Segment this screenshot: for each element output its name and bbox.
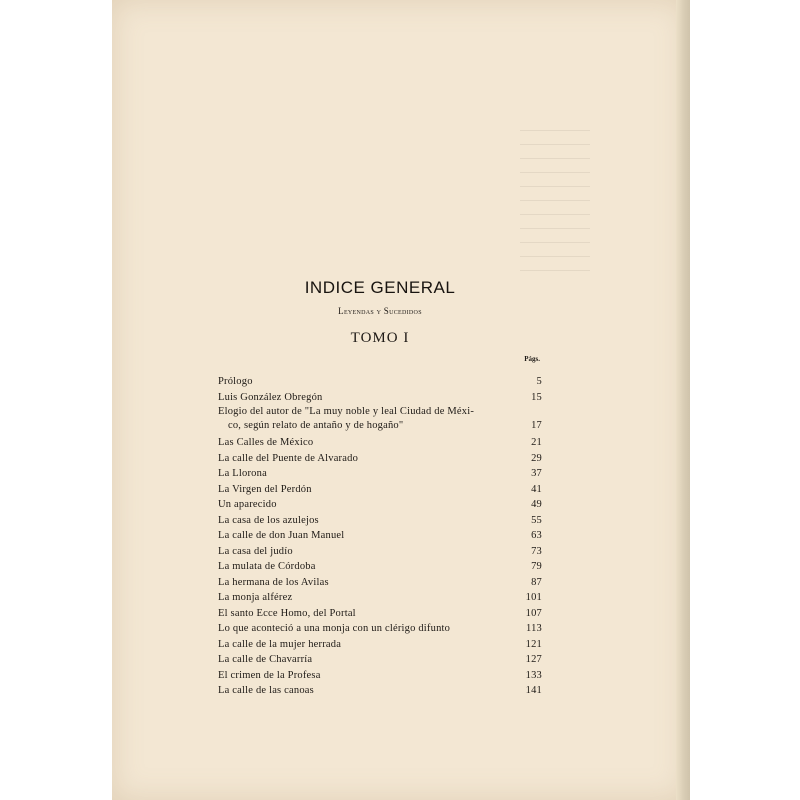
entry-title: La calle de Chavarría bbox=[218, 654, 313, 665]
toc-entry bbox=[218, 544, 542, 560]
toc-entry bbox=[218, 451, 542, 467]
entry-page: 101 bbox=[525, 592, 542, 603]
entry-title: La calle de la mujer herrada bbox=[218, 638, 342, 650]
entry-page: 79 bbox=[531, 561, 542, 572]
entry-page: 141 bbox=[525, 685, 542, 696]
entry-page: 127 bbox=[525, 654, 542, 665]
toc-entries bbox=[218, 374, 542, 699]
toc-entry bbox=[218, 513, 542, 529]
entry-page: 41 bbox=[531, 483, 542, 495]
entry-title: Prólogo bbox=[218, 376, 253, 387]
toc-entry bbox=[218, 637, 542, 653]
toc-entry bbox=[218, 528, 542, 544]
entry-page: 37 bbox=[531, 468, 542, 479]
entry-page: 121 bbox=[525, 638, 542, 650]
entry-page: 87 bbox=[531, 576, 542, 588]
toc-entry bbox=[218, 482, 542, 498]
subtitle: Leyendas y Sucedidos bbox=[338, 306, 422, 316]
entry-page: 29 bbox=[531, 452, 542, 464]
entry-title: La hermana de los Avilas bbox=[218, 576, 329, 588]
entry-page: 5 bbox=[536, 376, 542, 387]
entry-page: 73 bbox=[531, 545, 542, 557]
entry-page: 49 bbox=[531, 499, 542, 510]
toc-entry bbox=[218, 575, 542, 591]
entry-page: 21 bbox=[531, 437, 542, 448]
entry-title: La casa del judío bbox=[218, 545, 293, 557]
entry-page: 133 bbox=[525, 669, 542, 681]
entry-page: 15 bbox=[531, 391, 542, 403]
entry-title: La Virgen del Perdón bbox=[218, 483, 312, 495]
toc-entry bbox=[218, 405, 542, 433]
entry-title: Las Calles de México bbox=[218, 437, 314, 448]
toc-entry bbox=[218, 621, 542, 637]
entry-page: 107 bbox=[525, 607, 542, 619]
toc-entry bbox=[218, 683, 542, 699]
entry-page: 63 bbox=[531, 530, 542, 541]
toc-entry bbox=[218, 559, 542, 575]
entry-title: La Llorona bbox=[218, 468, 267, 479]
entry-title-line-2: co, según relato de antaño y de hogaño" bbox=[228, 420, 404, 431]
page-title: INDICE GENERAL bbox=[304, 278, 456, 297]
table-of-contents bbox=[218, 278, 542, 699]
entry-page: 17 bbox=[531, 420, 542, 431]
toc-entry bbox=[218, 668, 542, 684]
entry-title: Lo que aconteció a una monja con un clérigo difunto bbox=[218, 623, 451, 634]
toc-entry bbox=[218, 590, 542, 606]
volume-heading: TOMO I bbox=[350, 330, 410, 346]
entry-title: La casa de los azulejos bbox=[218, 514, 319, 526]
toc-entry bbox=[218, 652, 542, 668]
entry-title: Un aparecido bbox=[218, 499, 277, 510]
page-edge bbox=[676, 0, 690, 800]
entry-title: La calle de las canoas bbox=[218, 685, 314, 696]
page-column-header: Págs. bbox=[524, 355, 540, 363]
toc-entry bbox=[218, 390, 542, 406]
entry-title bbox=[218, 405, 520, 433]
entry-title: El santo Ecce Homo, del Portal bbox=[218, 607, 356, 619]
toc-entry bbox=[218, 606, 542, 622]
entry-title: La calle del Puente de Alvarado bbox=[218, 452, 359, 464]
toc-entry bbox=[218, 497, 542, 513]
entry-title: La calle de don Juan Manuel bbox=[218, 530, 345, 541]
toc-entry bbox=[218, 466, 542, 482]
entry-title: La mulata de Córdoba bbox=[218, 561, 316, 572]
entry-title: La monja alférez bbox=[218, 592, 293, 603]
entry-title: Luis González Obregón bbox=[218, 391, 323, 403]
toc-entry bbox=[218, 435, 542, 451]
entry-title-line-1: Elogio del autor de "La muy noble y leal Ciudad de Méxi- bbox=[218, 406, 475, 417]
entry-title: El crimen de la Profesa bbox=[218, 669, 321, 681]
toc-entry bbox=[218, 374, 542, 390]
bleed-through-text bbox=[520, 130, 590, 280]
entry-page: 55 bbox=[531, 514, 542, 526]
entry-page: 113 bbox=[526, 623, 542, 634]
